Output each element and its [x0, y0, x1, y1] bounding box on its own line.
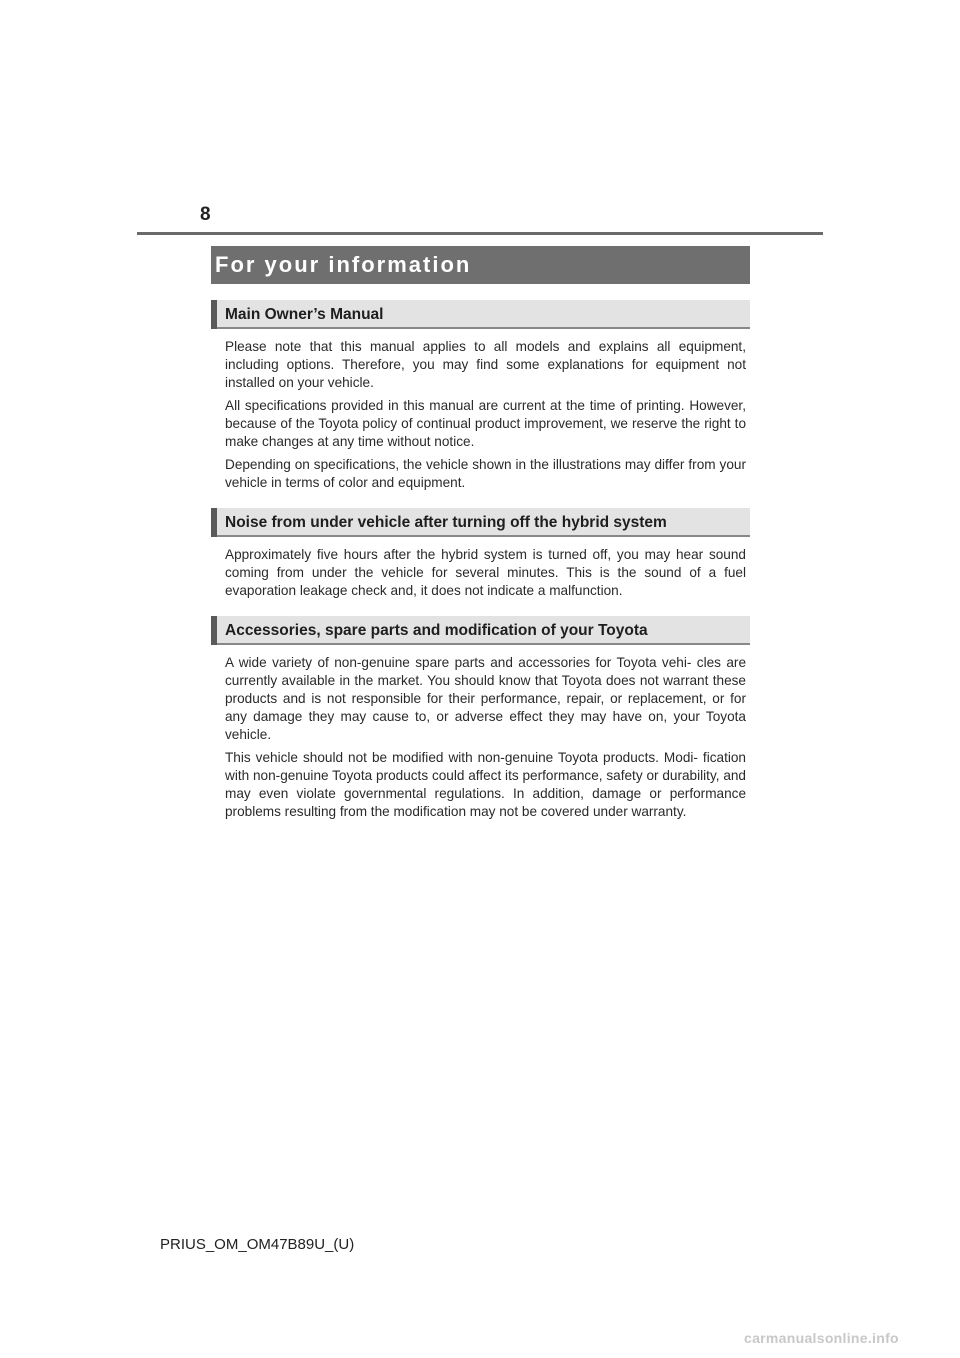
main-content [211, 300, 750, 837]
watermark-text: carmanualsonline.info [744, 1330, 899, 1346]
section-heading: Main Owner’s Manual [211, 300, 750, 329]
paragraph: Depending on specifications, the vehicle shown in the illustrations may differ from your vehicle in terms of color and equipment. [225, 457, 746, 490]
section-heading: Noise from under vehicle after turning off the hybrid system [211, 508, 750, 537]
paragraph: Please note that this manual applies to all models and explains all equipment, including options. Therefore, you may find some explanations for equipment not installed on your vehicle. [225, 339, 746, 390]
chapter-title: For your information [211, 246, 750, 284]
paragraph: A wide variety of non-genuine spare parts and accessories for Toyota vehi- cles are currently available in the market. You should know that Toyota does not warrant these products and is not responsible for their performance, repair, or replacement, or for any damage they may cause to, or adverse effect they may have on, your Toyota vehicle. [225, 655, 746, 742]
paragraph: Approximately five hours after the hybrid system is turned off, you may hear sound coming from under the vehicle for several minutes. This is the sound of a fuel evaporation leakage check and, it does not indicate a malfunction. [225, 547, 746, 598]
paragraph: This vehicle should not be modified with non-genuine Toyota products. Modi- fication with non-genuine Toyota products could affect its performance, safety or durability, and may even violate governmental regulations. In addition, damage or performance problems resulting from the modification may not be covered under warranty. [225, 750, 746, 819]
document-code: PRIUS_OM_OM47B89U_(U) [160, 1236, 355, 1253]
page-number: 8 [200, 204, 211, 225]
section-heading: Accessories, spare parts and modification of your Toyota [211, 616, 750, 645]
section-accessories-modification [211, 616, 750, 821]
section-noise-under-vehicle [211, 508, 750, 600]
section-main-owners-manual [211, 300, 750, 492]
header-rule [137, 232, 823, 235]
paragraph: All specifications provided in this manual are current at the time of printing. However, because of the Toyota policy of continual product improvement, we reserve the right to make changes at any time without notice. [225, 398, 746, 449]
